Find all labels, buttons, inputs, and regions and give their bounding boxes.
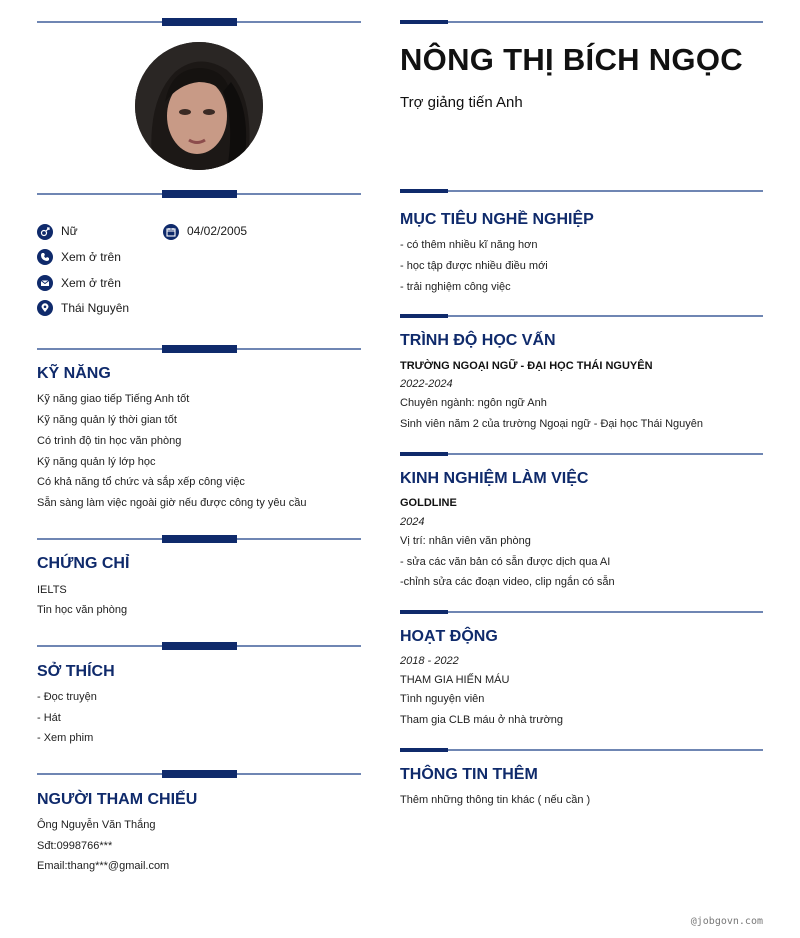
divider (400, 748, 763, 752)
address-value: Thái Nguyên (61, 301, 130, 315)
reference-item: Email:thang***@gmail.com (37, 860, 170, 872)
objective-item: - trải nghiệm công việc (400, 281, 511, 293)
experience-line: - sửa các văn bản có sẵn được dịch qua AI (400, 556, 611, 568)
watermark: @jobgovn.com (690, 916, 763, 927)
phone-icon (37, 249, 53, 265)
skills-heading: KỸ NĂNG (37, 365, 111, 382)
reference-item: Sđt:0998766*** (37, 840, 113, 852)
experience-line: Vị trí: nhân viên văn phòng (400, 535, 531, 547)
hobby-item: - Xem phim (37, 732, 94, 744)
activity-line: Tình nguyện viên (400, 693, 485, 705)
location-icon (37, 300, 53, 316)
school-name: TRƯỜNG NGOẠI NGỮ - ĐẠI HỌC THÁI NGUYÊN (400, 360, 653, 372)
activities-period: 2018 - 2022 (400, 655, 459, 667)
divider (400, 452, 763, 456)
experience-line: -chỉnh sửa các đoạn video, clip ngắn có sẵn (400, 576, 615, 588)
activities-heading: HOẠT ĐỘNG (400, 628, 498, 645)
skill-item: Kỹ năng giao tiếp Tiếng Anh tốt (37, 393, 190, 405)
education-heading: TRÌNH ĐỘ HỌC VẤN (400, 332, 556, 349)
education-line: Chuyên ngành: ngôn ngữ Anh (400, 397, 547, 409)
hobbies-heading: SỞ THÍCH (37, 663, 115, 680)
birthday-value: 04/02/2005 (187, 224, 248, 238)
divider (37, 345, 361, 353)
email-value: Xem ở trên (61, 276, 121, 290)
divider (400, 189, 763, 193)
certificate-item: Tin học văn phòng (37, 604, 128, 616)
divider (37, 18, 361, 26)
company-name: GOLDLINE (400, 497, 457, 509)
references-heading: NGƯỜI THAM CHIẾU (37, 791, 198, 808)
skill-item: Có trình độ tin học văn phòng (37, 435, 182, 447)
hobby-item: - Đọc truyện (37, 691, 97, 703)
objective-item: - học tập được nhiều điều mới (400, 260, 548, 272)
activity-line: Tham gia CLB máu ở nhà trường (400, 714, 564, 726)
hobby-item: - Hát (37, 712, 61, 724)
divider (37, 770, 361, 778)
objective-item: - có thêm nhiều kĩ năng hơn (400, 239, 538, 251)
skill-item: Có khả năng tổ chức và sắp xếp công việc (37, 476, 245, 488)
activity-line: THAM GIA HIẾN MÁU (400, 674, 510, 686)
gender-icon (37, 224, 53, 240)
gender-value: Nữ (61, 224, 78, 238)
candidate-name: NÔNG THỊ BÍCH NGỌC (400, 42, 743, 77)
divider (37, 190, 361, 198)
skill-item: Sẵn sàng làm việc ngoài giờ nếu được công ty yêu cầu (37, 497, 307, 509)
reference-item: Ông Nguyễn Văn Thắng (37, 819, 156, 831)
divider (400, 610, 763, 614)
email-icon (37, 275, 53, 291)
divider (37, 642, 361, 650)
calendar-icon (163, 224, 179, 240)
divider (37, 535, 361, 543)
objective-heading: MỤC TIÊU NGHỀ NGHIỆP (400, 211, 594, 228)
additional-heading: THÔNG TIN THÊM (400, 766, 538, 783)
education-line: Sinh viên năm 2 của trường Ngoại ngữ - Đại học Thái Nguyên (400, 418, 704, 430)
skill-item: Kỹ năng quản lý lớp học (37, 456, 156, 468)
experience-period: 2024 (400, 516, 425, 528)
education-period: 2022-2024 (400, 378, 453, 390)
skill-item: Kỹ năng quản lý thời gian tốt (37, 414, 177, 426)
avatar (135, 42, 263, 170)
job-title: Trợ giảng tiến Anh (400, 94, 523, 111)
divider (400, 314, 763, 318)
divider (400, 20, 763, 24)
additional-text: Thêm những thông tin khác ( nếu cần ) (400, 794, 591, 806)
certificate-item: IELTS (37, 584, 67, 596)
certificates-heading: CHỨNG CHỈ (37, 555, 130, 572)
experience-heading: KINH NGHIỆM LÀM VIỆC (400, 470, 589, 487)
phone-value: Xem ở trên (61, 250, 121, 264)
